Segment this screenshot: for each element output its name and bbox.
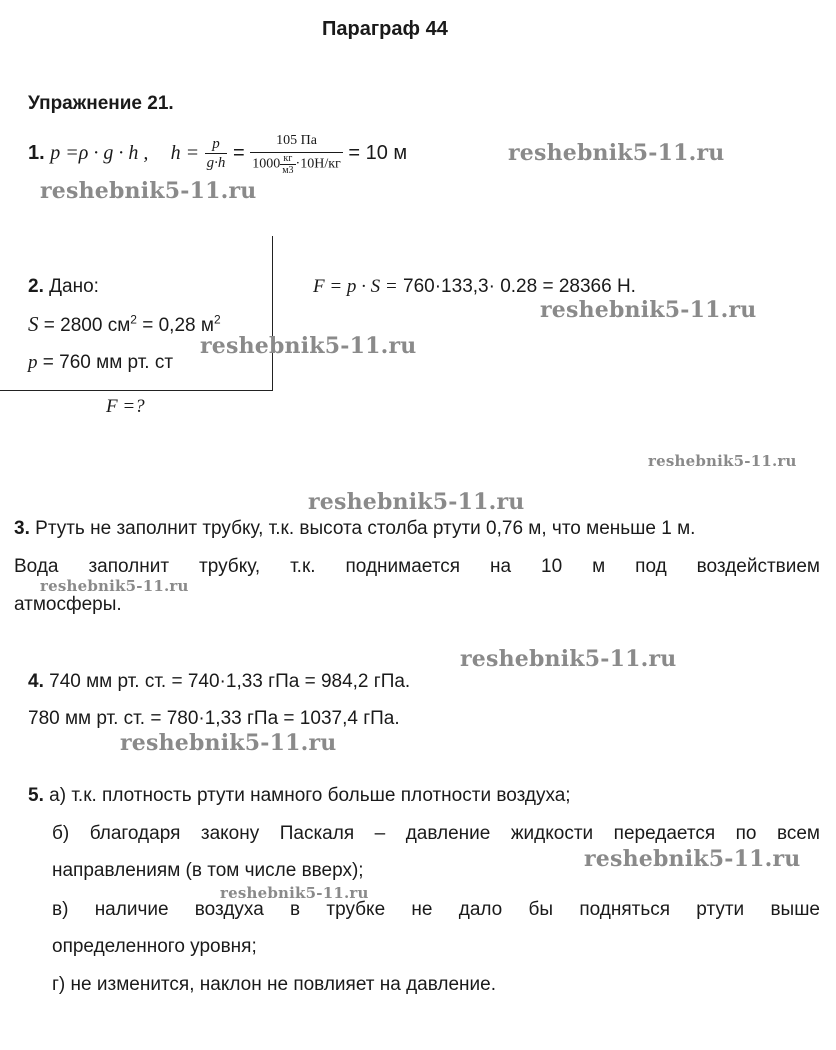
problem-4-text-1: 740 мм рт. ст. = 740·1,33 гПа = 984,2 гПа. [49,671,411,692]
problem-5-b-line-2: направлениям (в том числе вверх); [52,860,364,881]
density-unit [280,153,295,176]
problem-3-line-3: атмосферы. [14,594,122,615]
problem-3-line-1 [14,518,695,540]
problem-2-number: 2. [28,276,44,297]
problem-4-number: 4. [28,671,44,692]
area-symbol: S [28,312,39,336]
equals-sign: = [232,142,245,164]
problem-1-number: 1. [28,142,45,164]
gravity-value: ·10Н/кг [295,156,341,172]
watermark: reshebnik5-11.ru [308,489,525,515]
watermark: reshebnik5-11.ru [508,140,725,166]
problem-5-d: г) не изменится, наклон не повлияет на давление. [52,974,497,995]
problem-5-a-text: а) т.к. плотность ртути намного больше плотности воздуха; [49,785,571,806]
problem-3-line-2: Вода заполнит трубку, т.к. поднимается на 10 м под воздействием [14,556,820,577]
watermark: reshebnik5-11.ru [200,333,417,359]
density-unit-den: м3 [282,164,294,176]
fraction-numerator: p [205,135,228,154]
solution-value: 760·133,3· 0.28 = 28366 Н. [403,276,636,297]
watermark: reshebnik5-11.ru [40,577,189,595]
watermark: reshebnik5-11.ru [40,178,257,204]
given-divider-vertical [272,236,273,391]
problem-3-number: 3. [14,518,30,539]
problem-5-a [28,785,571,807]
find-force: F =? [106,396,145,417]
problem-1-result: = 10 м [348,142,408,164]
problem-2-solution [313,276,636,298]
problem-5-b-line-1: б) благодаря закону Паскаля – давление жидкости передается по всем [52,823,820,844]
problem-1-h-eq: h = [170,142,200,164]
problem-2-given [28,276,99,298]
density-value: 1000 [252,156,281,172]
pressure-value: = 760 мм рт. ст [42,352,174,373]
problem-1-formula: p =ρ · g · h , [50,142,149,164]
problem-5-c-line-2: определенного уровня; [52,936,257,957]
fraction-value-denominator [250,153,343,176]
fraction-denominator: g·h [206,155,226,172]
fraction-p-over-gh [205,135,228,172]
problem-4-line-2: 780 мм рт. ст. = 780·1,33 гПа = 1037,4 гПа. [28,708,400,729]
watermark: reshebnik5-11.ru [584,846,801,872]
problem-4-line-1 [28,671,410,693]
page-title: Параграф 44 [322,18,448,40]
area-value: = 2800 $см^2 = 0,28$ $м^2$ [43,312,221,336]
problem-1 [28,128,407,178]
problem-5-number: 5. [28,785,44,806]
problem-5-c-line-1: в) наличие воздуха в трубке не дало бы подняться ртути выше [52,899,820,920]
solution-formula: F = p · S = [313,276,398,297]
fraction-value-numerator: 105 Па [250,132,343,153]
watermark: reshebnik5-11.ru [540,297,757,323]
given-pressure [28,352,173,374]
watermark: reshebnik5-11.ru [220,884,369,902]
density-unit-num: кг [280,153,295,165]
watermark: reshebnik5-11.ru [460,646,677,672]
watermark: reshebnik5-11.ru [120,730,337,756]
watermark: reshebnik5-11.ru [648,452,797,470]
given-divider-horizontal [0,390,273,391]
given-area [28,312,221,337]
fraction-value [250,132,343,176]
given-label: Дано: [49,276,99,297]
exercise-heading: Упражнение 21. [28,93,174,114]
pressure-symbol: р [28,352,38,373]
problem-3-text-1: Ртуть не заполнит трубку, т.к. высота столба ртути 0,76 м, что меньше 1 м. [35,518,696,539]
